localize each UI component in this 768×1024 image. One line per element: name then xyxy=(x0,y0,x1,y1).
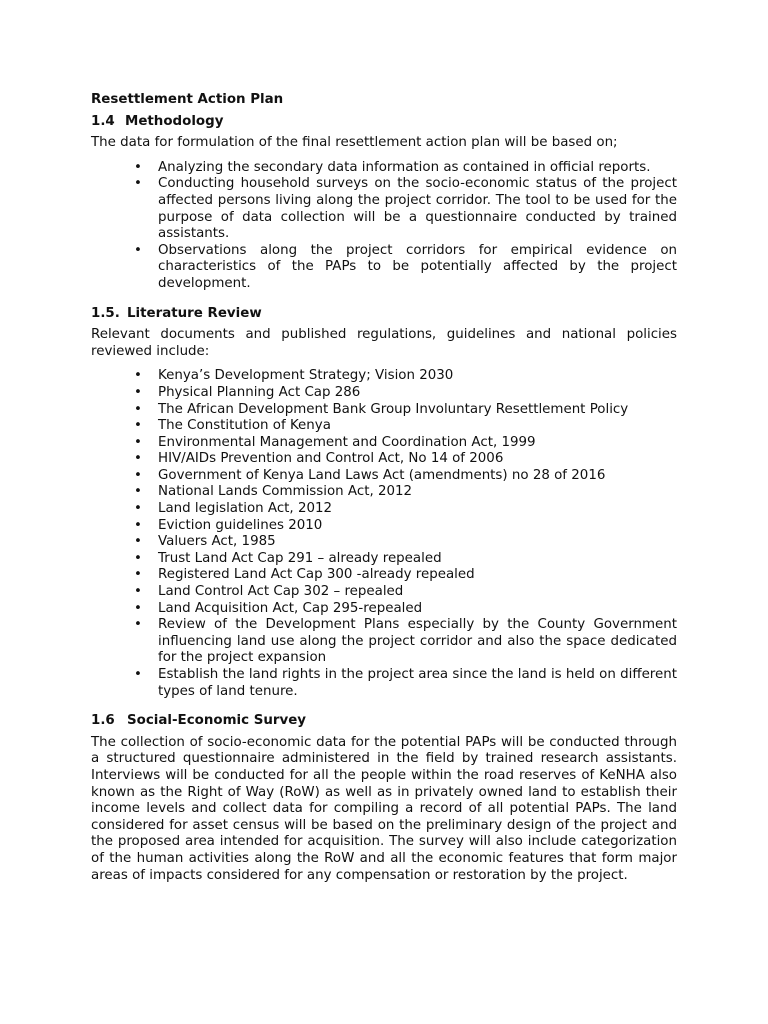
section-title: Methodology xyxy=(125,113,224,129)
list-item: • Eviction guidelines 2010 xyxy=(134,517,323,533)
bullet-icon: • xyxy=(134,451,142,467)
list-item: • Review of the Development Plans especially by the County Government influencing land use along the project corridor and also the space dedicated for the project expansion xyxy=(134,617,677,666)
bullet-icon: • xyxy=(134,242,142,258)
bullet-icon: • xyxy=(134,384,142,400)
list-item: • Land Acquisition Act, Cap 295-repealed xyxy=(134,600,423,616)
methodology-intro: The data for formulation of the final resettlement action plan will be based on; xyxy=(91,135,618,151)
bullet-icon: • xyxy=(134,534,142,550)
bullet-icon: • xyxy=(134,484,142,500)
bullet-icon: • xyxy=(134,567,142,583)
bullet-icon: • xyxy=(134,159,142,175)
document-title: Resettlement Action Plan xyxy=(91,92,284,107)
list-item: • Trust Land Act Cap 291 – already repealed xyxy=(134,550,442,566)
bullet-icon: • xyxy=(134,434,142,450)
section-number: 1.4 xyxy=(91,113,115,129)
bullet-icon: • xyxy=(134,176,142,192)
list-item: • Analyzing the secondary data information as contained in official reports. xyxy=(134,159,651,175)
list-item: • The Constitution of Kenya xyxy=(134,418,331,434)
section-heading-social-economic-survey xyxy=(91,713,677,730)
survey-body: The collection of socio-economic data for the potential PAPs will be conducted through a structured questionnaire administered in the field by trained research assistants. Interviews will be conducted for all the people within the road reserves of KeNHA also known as the Right of Way (RoW) as well as in privately owned land to establish their income levels and collect data for compiling a record of all potential PAPs. The land considered for asset census will be based on the preliminary design of the project and the proposed area intended for acquisition. The survey will also include categorization of the human activities along the RoW and all the economic features that form major areas of impacts considered for any compensation or restoration by the project. xyxy=(91,734,677,883)
list-item: • Kenya’s Development Strategy; Vision 2030 xyxy=(134,368,454,384)
bullet-icon: • xyxy=(134,368,142,384)
methodology-list xyxy=(91,160,677,293)
list-item: • Environmental Management and Coordination Act, 1999 xyxy=(134,434,536,450)
list-item: • HIV/AIDs Prevention and Control Act, No 14 of 2006 xyxy=(134,451,504,467)
list-item: • Land Control Act Cap 302 – repealed xyxy=(134,584,404,600)
list-item: • The African Development Bank Group Involuntary Resettlement Policy xyxy=(134,401,629,417)
bullet-icon: • xyxy=(134,600,142,616)
list-item: • Establish the land rights in the project area since the land is held on different types of land tenure. xyxy=(134,667,677,699)
list-item: • Government of Kenya Land Laws Act (amendments) no 28 of 2016 xyxy=(134,467,606,483)
bullet-icon: • xyxy=(134,667,142,682)
document-page xyxy=(91,92,677,884)
literature-intro: Relevant documents and published regulations, guidelines and national policies reviewed include: xyxy=(91,327,677,359)
bullet-icon: • xyxy=(134,550,142,566)
section-title: Literature Review xyxy=(127,305,262,321)
bullet-icon: • xyxy=(134,617,142,633)
bullet-icon: • xyxy=(134,401,142,417)
bullet-icon: • xyxy=(134,517,142,533)
list-item: • Valuers Act, 1985 xyxy=(134,534,276,550)
section-title: Social-Economic Survey xyxy=(127,713,307,729)
bullet-icon: • xyxy=(134,418,142,434)
list-item: • Conducting household surveys on the socio-economic status of the project affected persons living along the project corridor. The tool to be used for the purpose of data collection will be a questionnaire conducted by trained assistants. xyxy=(134,176,677,242)
list-item: • Land legislation Act, 2012 xyxy=(134,501,333,517)
list-item: • National Lands Commission Act, 2012 xyxy=(134,484,413,500)
list-item: • Registered Land Act Cap 300 -already repealed xyxy=(134,567,475,583)
bullet-icon: • xyxy=(134,467,142,483)
section-heading-methodology xyxy=(91,114,677,131)
bullet-icon: • xyxy=(134,501,142,517)
list-item: • Observations along the project corridors for empirical evidence on characteristics of the PAPs to be potentially affected by the project development. xyxy=(134,242,677,291)
section-number: 1.6 xyxy=(91,713,115,729)
literature-list xyxy=(91,368,677,700)
list-item: • Physical Planning Act Cap 286 xyxy=(134,384,361,400)
section-heading-literature-review xyxy=(91,306,677,323)
section-number: 1.5. xyxy=(91,305,120,321)
bullet-icon: • xyxy=(134,584,142,600)
